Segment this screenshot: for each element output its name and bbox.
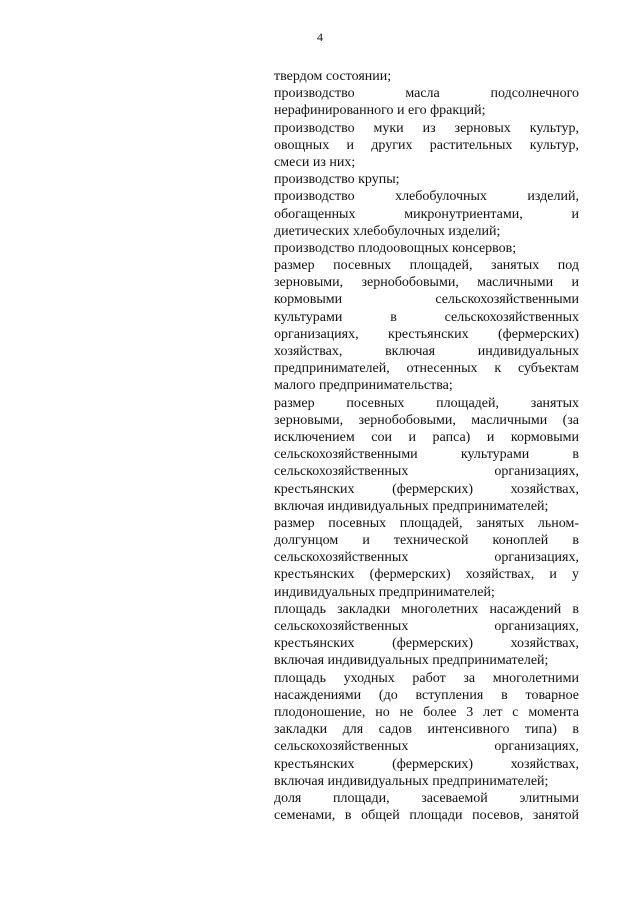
text-line: включая индивидуальных предпринимателей; [274, 653, 549, 669]
text-line: производство крупы; [274, 172, 400, 188]
text-line: организациях, крестьянских (фермерских) [274, 326, 579, 342]
text-line: площадь закладки многолетних насаждений в [274, 601, 579, 617]
text-line: зерновыми, зернобобовыми, масличными и [274, 275, 579, 291]
text-line: хозяйствах, включая индивидуальных [274, 344, 579, 359]
text-line: плодоношение, но не более 3 лет с момента [274, 704, 579, 720]
text-line: предпринимателей, отнесенных к субъектам [274, 361, 579, 377]
text-line: семенами, в общей площади посевов, занятой [274, 808, 579, 824]
text-line: размер посевных площадей, занятых льном- [274, 515, 579, 531]
text-line: закладки для садов интенсивного типа) в [274, 722, 579, 738]
text-line: малого предпринимательства; [274, 378, 453, 394]
text-line: зерновыми, зернобобовыми, масличными (за [274, 412, 579, 428]
text-line: смеси из них; [274, 154, 356, 170]
text-line: производство масла подсолнечного [274, 86, 579, 102]
text-line: производство муки из зерновых культур, [274, 120, 579, 136]
text-line: крестьянских (фермерских) хозяйствах, и у [274, 567, 579, 583]
text-line: крестьянских (фермерских) хозяйствах, [274, 636, 579, 652]
text-line: культурами в сельскохозяйственных [274, 309, 579, 325]
text-line: долгунцом и технической коноплей в [274, 533, 579, 549]
text-line: доля площади, засеваемой элитными [274, 790, 579, 806]
text-line: включая индивидуальных предпринимателей; [274, 773, 549, 789]
text-line: овощных и других растительных культур, [274, 137, 579, 153]
text-line: сельскохозяйственных организациях, [274, 550, 579, 566]
text-line: площадь уходных работ за многолетними [274, 670, 579, 686]
text-line: крестьянских (фермерских) хозяйствах, [274, 756, 579, 772]
body-text-column [274, 68, 579, 824]
text-line: размер посевных площадей, занятых под [274, 258, 579, 274]
text-line: сельскохозяйственных организациях, [274, 619, 579, 634]
text-line: диетических хлебобулочных изделий; [274, 223, 501, 239]
text-line: включая индивидуальных предпринимателей; [274, 498, 549, 514]
text-line: обогащенных микронутриентами, и [274, 206, 579, 222]
text-line: крестьянских (фермерских) хозяйствах, [274, 481, 579, 497]
text-line: насаждениями (до вступления в товарное [274, 687, 579, 703]
text-line: исключением сои и рапса) и кормовыми [274, 429, 579, 445]
text-line: сельскохозяйственных организациях, [274, 464, 579, 480]
text-line: твердом состоянии; [274, 69, 392, 84]
page-number: 4 [317, 30, 323, 44]
text-line: производство хлебобулочных изделий, [274, 189, 579, 205]
text-line: кормовыми сельскохозяйственными [274, 292, 579, 308]
text-line: индивидуальных предпринимателей; [274, 584, 495, 600]
text-line: сельскохозяйственными культурами в [274, 447, 579, 463]
text-line: нерафинированного и его фракций; [274, 103, 486, 119]
text-line: размер посевных площадей, занятых [274, 395, 579, 411]
text-line: сельскохозяйственных организациях, [274, 739, 579, 755]
text-line: производство плодоовощных консервов; [274, 240, 517, 256]
